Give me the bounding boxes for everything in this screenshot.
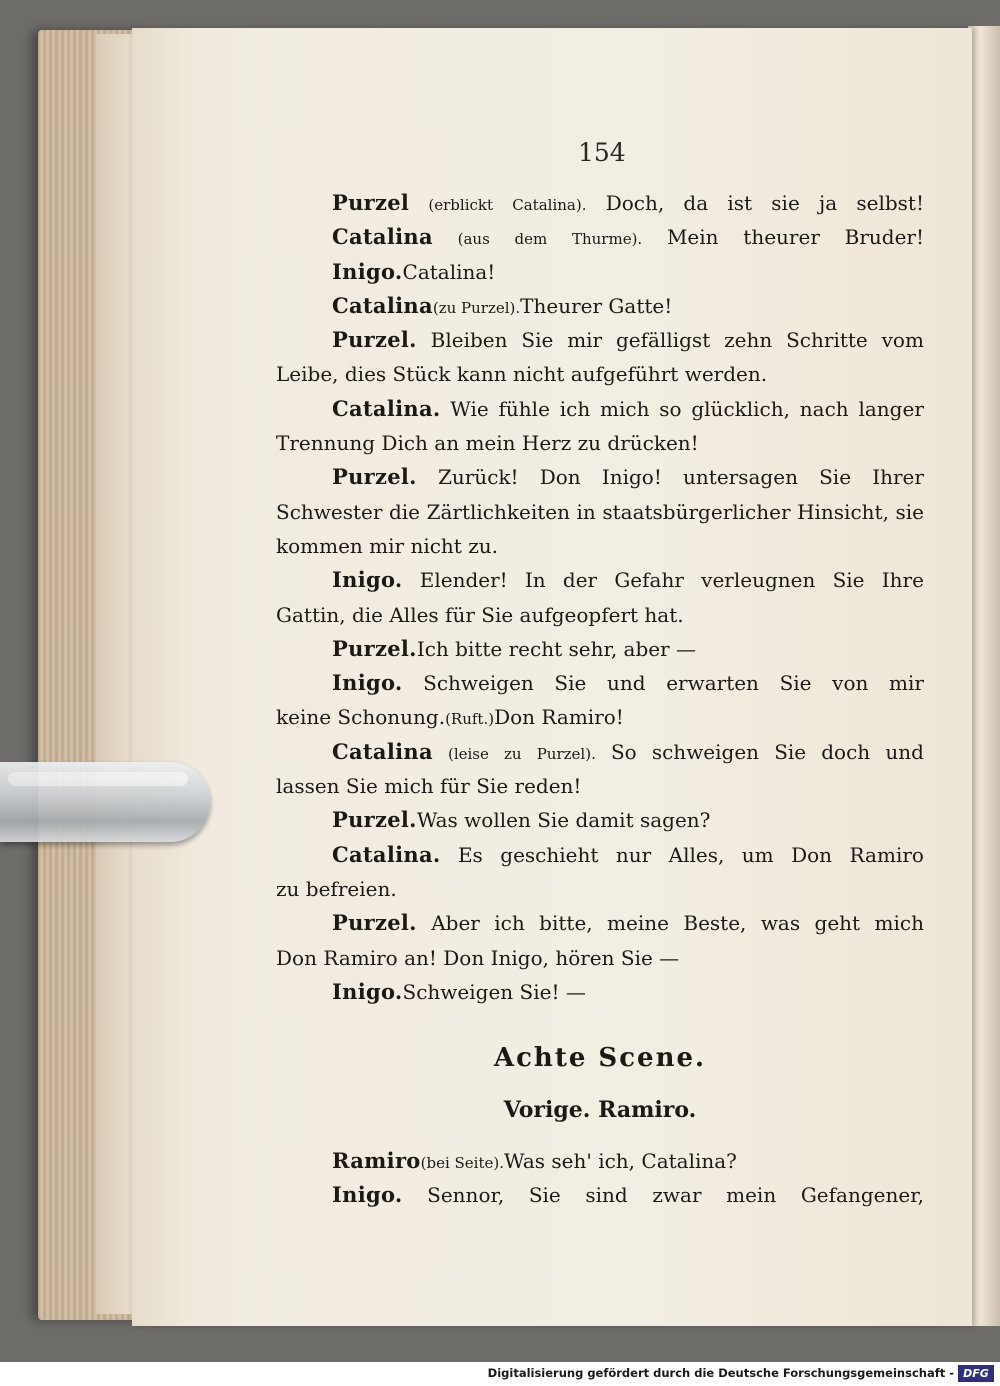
text-line	[276, 460, 924, 494]
word: Purzel.	[332, 464, 417, 490]
dialogue-text: Trennung Dich an mein Herz zu drücken!	[276, 431, 699, 456]
dialogue-text: keine Schonung.	[276, 705, 446, 730]
footer-credit: Digitalisierung gefördert durch die Deutsche Forschungsgemeinschaft -	[487, 1366, 954, 1380]
word: sind	[585, 1183, 628, 1208]
text-line	[276, 803, 924, 837]
text-line	[276, 357, 924, 391]
word: glücklich,	[691, 396, 790, 421]
word: Aber	[431, 911, 480, 936]
word: Gefangener,	[800, 1183, 924, 1208]
stage-direction: (zu Purzel).	[432, 298, 521, 317]
text-line	[276, 769, 924, 803]
text-line	[276, 529, 924, 563]
word: Sennor,	[427, 1183, 505, 1208]
text-line	[276, 735, 924, 769]
word: sie	[895, 499, 924, 524]
word: selbst!	[856, 191, 924, 215]
word: so	[659, 396, 682, 421]
word: zehn	[724, 328, 773, 353]
word: von	[832, 671, 869, 696]
word: mein	[726, 1183, 777, 1208]
word: schweigen	[651, 739, 760, 764]
text-line	[276, 700, 924, 734]
text-line	[276, 255, 924, 289]
word: Purzel	[332, 190, 410, 215]
dialogue-text: Don Ramiro!	[494, 705, 624, 730]
text-line	[276, 975, 924, 1009]
word: die	[388, 499, 421, 524]
word: ist	[727, 191, 753, 215]
word: untersagen	[683, 465, 798, 490]
word: ich	[559, 396, 591, 421]
word: So	[610, 739, 637, 764]
word: Sie	[521, 328, 554, 353]
word: geschieht	[500, 842, 599, 867]
word: Schwester	[276, 499, 383, 524]
word: Thurme).	[571, 230, 643, 249]
text-line	[276, 1178, 924, 1212]
word: Don	[791, 842, 833, 867]
word: (aus	[457, 230, 490, 249]
word: Inigo.	[332, 567, 403, 593]
speaker-name: Inigo.	[332, 978, 403, 1004]
footer-bar	[0, 1362, 1000, 1386]
word: ich	[494, 911, 525, 936]
speaker-name: Purzel.	[332, 635, 417, 661]
text-line	[276, 289, 924, 323]
word: geht	[814, 911, 861, 936]
dialogue-text: Theurer Gatte!	[520, 293, 673, 318]
word: da	[683, 191, 709, 215]
word: Catalina).	[512, 196, 587, 214]
word: nach	[799, 396, 849, 421]
page-text	[276, 186, 924, 1009]
word: nur	[615, 842, 652, 867]
word: Wie	[450, 396, 489, 421]
word: fühle	[498, 396, 550, 421]
word: und	[606, 671, 646, 696]
text-line	[276, 666, 924, 700]
text-line	[276, 1144, 924, 1178]
word: Beste,	[683, 911, 747, 936]
word: Doch,	[605, 191, 665, 215]
text-line	[276, 941, 924, 975]
word: und	[885, 739, 924, 764]
dialogue-text: Ich bitte recht sehr, aber —	[416, 636, 697, 661]
text-line	[276, 563, 924, 597]
word: theurer	[743, 225, 820, 250]
word: in	[576, 499, 596, 524]
word: Ihre	[881, 568, 924, 593]
word: Catalina	[332, 224, 433, 250]
word: bitte,	[539, 911, 593, 936]
text-line	[276, 426, 924, 460]
dialogue-text: lassen Sie mich für Sie reden!	[276, 774, 582, 799]
word: Gefahr	[614, 568, 684, 593]
word: staatsbürgerlicher	[602, 499, 791, 524]
word: mir	[889, 671, 924, 696]
word: Inigo.	[332, 670, 403, 696]
word: mich	[600, 396, 650, 421]
word: Catalina.	[332, 841, 441, 867]
text-line	[276, 632, 924, 666]
text-line	[276, 872, 924, 906]
word: Catalina	[332, 738, 433, 764]
dfg-logo: DFG	[958, 1365, 994, 1382]
word: Catalina.	[332, 395, 441, 421]
scene-heading: Achte Scene.	[493, 1043, 707, 1073]
speaker-name: Ramiro	[332, 1148, 421, 1173]
word: (erblickt	[428, 196, 494, 214]
text-line	[276, 186, 924, 220]
word: Schweigen	[423, 671, 534, 696]
word: Bruder!	[844, 225, 924, 250]
word: Zurück!	[437, 465, 519, 490]
word: Zärtlichkeiten	[426, 499, 570, 524]
word: zwar	[652, 1183, 702, 1208]
text-line	[276, 220, 924, 254]
word: vom	[881, 328, 924, 353]
word: gefälligst	[615, 328, 711, 353]
word: um	[741, 842, 774, 867]
text-line	[276, 392, 924, 426]
word: doch	[821, 739, 871, 764]
word: (leise	[447, 744, 489, 763]
speaker-name: Purzel.	[332, 807, 417, 833]
word: zu	[504, 744, 522, 763]
word: meine	[607, 911, 669, 936]
text-line	[276, 495, 924, 529]
word: Sie	[819, 465, 852, 490]
word: Purzel.	[332, 910, 417, 936]
word: der	[562, 568, 598, 593]
page-number: 154	[578, 138, 626, 167]
text-line	[276, 323, 924, 357]
word: Schritte	[786, 328, 868, 353]
stage-direction: (Ruft.)	[445, 710, 495, 729]
word: Mein	[666, 225, 719, 250]
page-holder-tool	[0, 762, 210, 842]
stage-direction: (bei Seite).	[420, 1154, 504, 1172]
word: Inigo.	[332, 1182, 403, 1208]
word: In	[524, 568, 546, 593]
word: sie	[771, 191, 800, 215]
word: was	[760, 911, 801, 936]
dialogue-text: kommen mir nicht zu.	[276, 533, 498, 558]
word: Elender!	[419, 568, 508, 593]
word: Sie	[528, 1183, 561, 1208]
word: dem	[514, 230, 548, 249]
dialogue-text: Was wollen Sie damit sagen?	[416, 808, 711, 833]
text-line	[276, 598, 924, 632]
word: Ihrer	[872, 465, 924, 490]
word: ja	[819, 191, 838, 215]
word: mich	[874, 911, 924, 936]
dialogue-text: Was seh' ich, Catalina?	[504, 1149, 737, 1173]
word: Hinsicht,	[797, 499, 889, 524]
word: erwarten	[666, 671, 759, 696]
word: Sie	[554, 671, 587, 696]
dialogue-text: Gattin, die Alles für Sie aufgeopfert hat.	[276, 602, 684, 627]
page-text-after-heading	[276, 1144, 924, 1213]
word: Sie	[832, 568, 865, 593]
speaker-name: Catalina	[332, 292, 433, 318]
dialogue-text: Don Ramiro an! Don Inigo, hören Sie —	[276, 945, 680, 970]
right-page-edge	[968, 26, 1000, 1326]
dialogue-text: zu befreien.	[276, 876, 397, 901]
word: langer	[858, 396, 924, 421]
speaker-name: Inigo.	[332, 258, 403, 284]
word: Sie	[779, 671, 812, 696]
text-line	[276, 838, 924, 872]
word: Sie	[774, 739, 807, 764]
word: Es	[457, 842, 483, 867]
word: Inigo!	[601, 465, 662, 490]
word: Purzel).	[536, 744, 596, 763]
word: Alles,	[668, 842, 725, 867]
dialogue-text: Schweigen Sie! —	[402, 979, 586, 1004]
word: Bleiben	[430, 328, 508, 353]
scene-persons: Vorige. Ramiro.	[503, 1097, 697, 1123]
word: verleugnen	[701, 568, 816, 593]
word: Ramiro	[849, 842, 924, 867]
text-line	[276, 906, 924, 940]
word: Purzel.	[332, 327, 417, 353]
word: Don	[539, 465, 581, 490]
word: mir	[567, 328, 603, 353]
dialogue-text: Leibe, dies Stück kann nicht aufgeführt werden.	[276, 362, 768, 387]
dialogue-text: Catalina!	[402, 259, 496, 284]
